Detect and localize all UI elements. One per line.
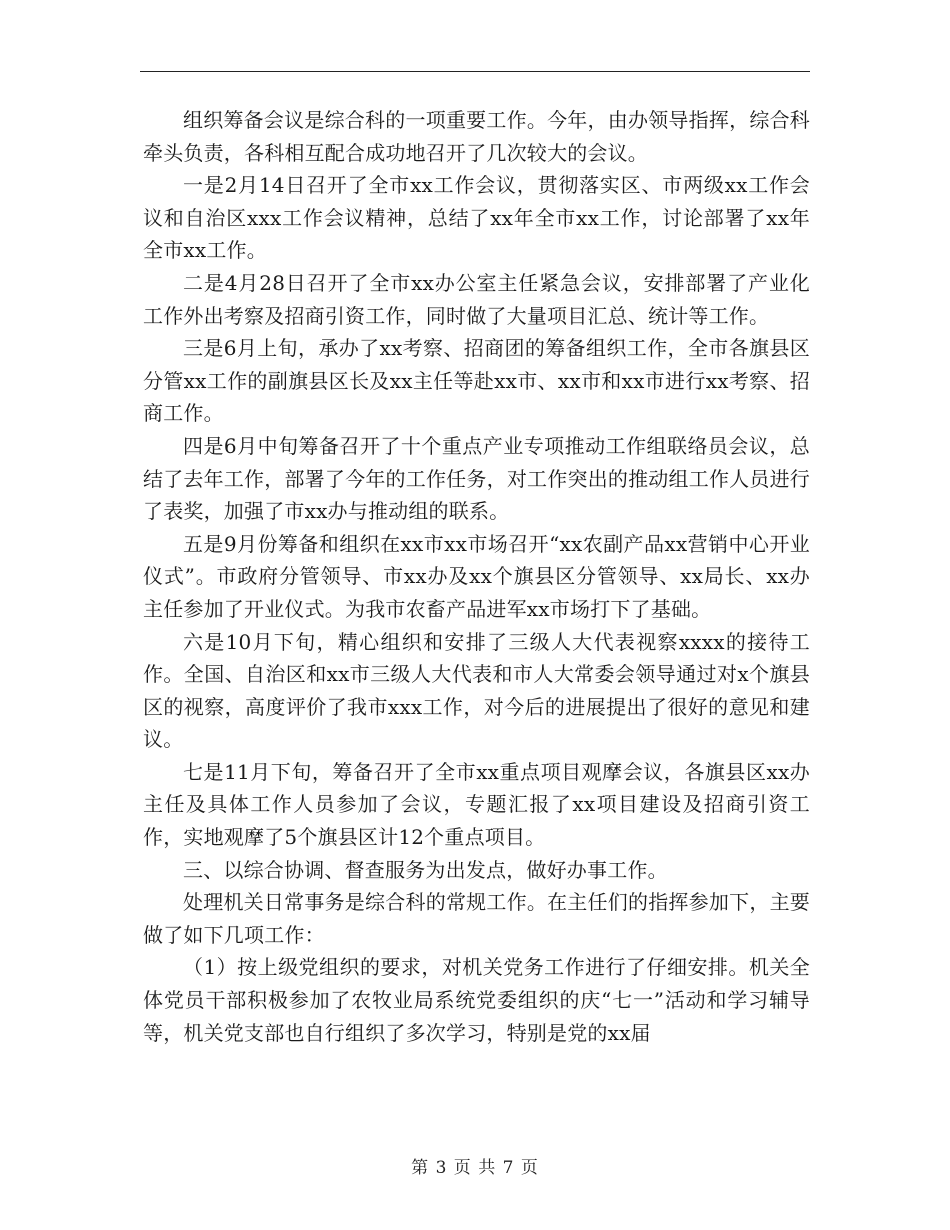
paragraph: 一是2月14日召开了全市xx工作会议，贯彻落实区、市两级xx工作会议和自治区xxx工作会议精神，总结了xx年全市xx工作，讨论部署了xx年全市xx工作。 — [143, 173, 810, 263]
paragraph: 四是6月中旬筹备召开了十个重点产业专项推动工作组联络员会议，总结了去年工作，部署了今年的工作任务，对工作突出的推动组工作人员进行了表奖，加强了市xx办与推动组的联系。 — [143, 433, 810, 524]
section-heading: 三、以综合协调、督查服务为出发点，做好办事工作。 — [183, 857, 668, 882]
paragraph: 六是10月下旬，精心组织和安排了三级人大代表视察xxxx的接待工作。全国、自治区和xx市三级人大代表和市人大常委会领导通过对x个旗县区的视察，高度评价了我市xxx工作，对今后的进展提出了很好的意见和建议。 — [143, 629, 810, 752]
paragraph: 五是9月份筹备和组织在xx市xx市场召开“xx农副产品xx营销中心开业仪式”。市政府分管领导、市xx办及xx个旗县区分管领导、xx局长、xx办主任参加了开业仪式。为我市农畜产品进军xx市场打下了基础。 — [143, 531, 810, 621]
paragraph: 三是6月上旬，承办了xx考察、招商团的筹备组织工作，全市各旗县区分管xx工作的副旗县区长及xx主任等赴xx市、xx市和xx市进行xx考察、招商工作。 — [143, 336, 810, 426]
header-rule — [140, 71, 810, 72]
page-number-footer: 第 3 页 共 7 页 — [411, 1158, 539, 1178]
paragraph: 处理机关日常事务是综合科的常规工作。在主任们的指挥参加下，主要做了如下几项工作： — [143, 890, 810, 947]
paragraph: 七是11月下旬，筹备召开了全市xx重点项目观摩会议，各旗县区xx办主任及具体工作人员参加了会议，专题汇报了xx项目建设及招商引资工作，实地观摩了5个旗县区计12个重点项目。 — [143, 759, 810, 850]
paragraph: 二是4月28日召开了全市xx办公室主任紧急会议，安排部署了产业化工作外出考察及招商引资工作，同时做了大量项目汇总、统计等工作。 — [143, 270, 810, 328]
paragraph: 组织筹备会议是综合科的一项重要工作。今年，由办领导指挥，综合科牵头负责，各科相互配合成功地召开了几次较大的会议。 — [143, 108, 810, 165]
paragraph: （1）按上级党组织的要求，对机关党务工作进行了仔细安排。机关全体党员干部积极参加了农牧业局系统党委组织的庆“七一”活动和学习辅导等，机关党支部也自行组织了多次学习，特别是党的xx届 — [143, 955, 810, 1045]
body-text — [143, 104, 810, 1049]
